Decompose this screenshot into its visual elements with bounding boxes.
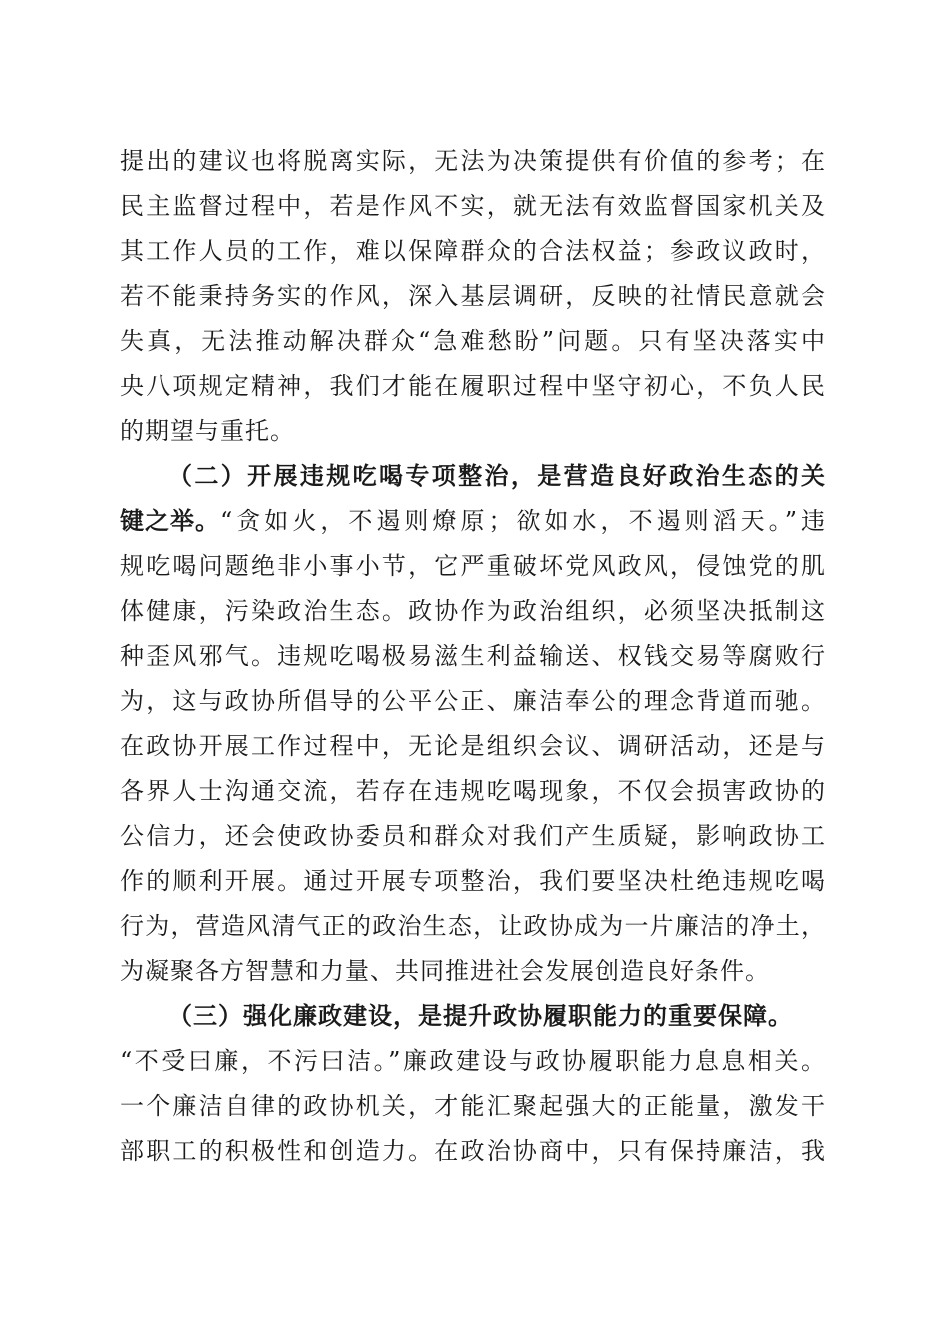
paragraph-line: 各界人士沟通交流，若存在违规吃喝现象，不仅会损害政协的	[120, 777, 826, 805]
paragraph-line: 一个廉洁自律的政协机关，才能汇聚起强大的正能量，激发干	[120, 1092, 826, 1120]
paragraph-line: 部职工的积极性和创造力。在政治协商中，只有保持廉洁，我	[120, 1137, 826, 1165]
paragraph-line: 其工作人员的工作，难以保障群众的合法权益；参政议政时，	[120, 237, 826, 265]
paragraph-line: 的期望与重托。	[120, 417, 295, 445]
paragraph-line: 提出的建议也将脱离实际，无法为决策提供有价值的参考；在	[120, 147, 826, 175]
paragraph-line: 民主监督过程中，若是作风不实，就无法有效监督国家机关及	[120, 192, 826, 220]
paragraph-line: 若不能秉持务实的作风，深入基层调研，反映的社情民意就会	[120, 282, 826, 310]
quotation-text: “贪如火，不遏则燎原；欲如水，不遏则滔天。”违	[220, 507, 826, 535]
section-heading: （二）开展违规吃喝专项整治，是营造良好政治生态的关	[168, 461, 826, 490]
paragraph-line: 体健康，污染政治生态。政协作为政治组织，必须坚决抵制这	[120, 597, 826, 625]
section-heading-end: 键之举。	[120, 506, 220, 535]
paragraph-line: 行为，营造风清气正的政治生态，让政协成为一片廉洁的净土，	[120, 912, 826, 940]
paragraph-line: 种歪风邪气。违规吃喝极易滋生利益输送、权钱交易等腐败行	[120, 642, 826, 670]
paragraph-line: 失真，无法推动解决群众“急难愁盼”问题。只有坚决落实中	[120, 327, 826, 355]
paragraph-line: 作的顺利开展。通过开展专项整治，我们要坚决杜绝违规吃喝	[120, 867, 826, 895]
paragraph-line: 为凝聚各方智慧和力量、共同推进社会发展创造良好条件。	[120, 957, 770, 985]
section-heading: （三）强化廉政建设，是提升政协履职能力的重要保障。	[168, 1001, 793, 1030]
paragraph-line: “不受曰廉，不污曰洁。”廉政建设与政协履职能力息息相关。	[120, 1047, 826, 1075]
paragraph-line: 央八项规定精神，我们才能在履职过程中坚守初心，不负人民	[120, 372, 826, 400]
paragraph-line: 公信力，还会使政协委员和群众对我们产生质疑，影响政协工	[120, 822, 826, 850]
paragraph-line: 规吃喝问题绝非小事小节，它严重破坏党风政风，侵蚀党的肌	[120, 552, 826, 580]
paragraph-line	[120, 506, 826, 536]
paragraph-line: 为，这与政协所倡导的公平公正、廉洁奉公的理念背道而驰。	[120, 687, 826, 715]
paragraph-line: 在政协开展工作过程中，无论是组织会议、调研活动，还是与	[120, 732, 826, 760]
